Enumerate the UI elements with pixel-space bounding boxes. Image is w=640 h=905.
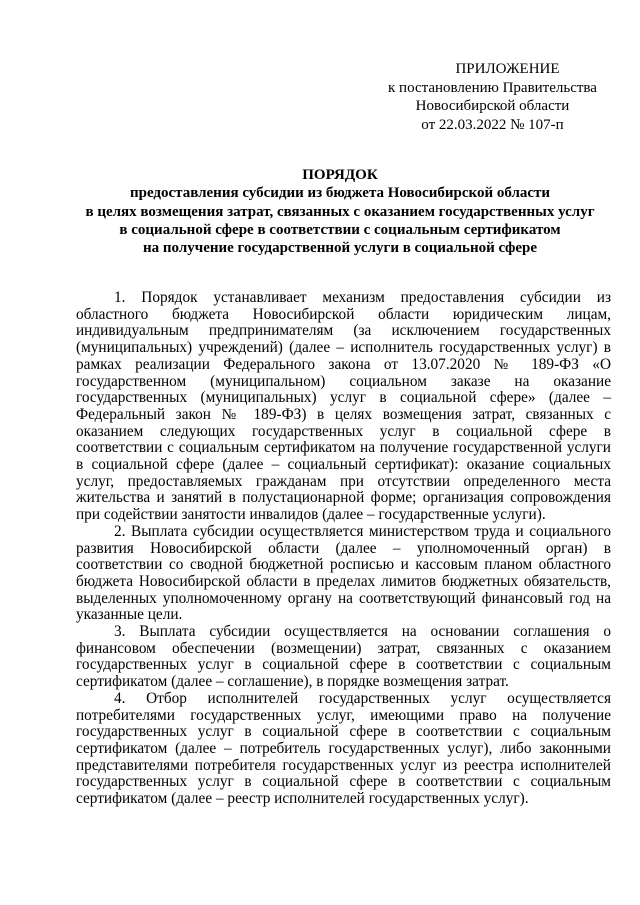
title-line-1: предоставления субсидии из бюджета Новосибирской области: [129, 185, 551, 202]
document-title: [60, 166, 620, 257]
appendix-region: Новосибирской области: [415, 98, 570, 114]
appendix-decree-ref: к постановлению Правительства: [388, 79, 597, 96]
document-body: [76, 290, 611, 808]
appendix-block: [380, 60, 605, 134]
paragraph-1: 1. Порядок устанавливает механизм предоставления субсидии из областного бюджета Новосибирской области юридическим лицам, индивидуальным предпринимателям (за исключением государственных (муниципальных) учреждений) (далее – исполнитель государственных услуг) в рамках реализации Федерального закона от 13.07.2020 № 189-ФЗ «О государственном (муниципальном) социальном заказе на оказание государственных (муниципальных) услуг в социальной сфере» (далее – Федеральный закон № 189-ФЗ) в целях возмещения затрат, связанных с оказанием следующих государственных услуг в социальной сфере в соответствии с социальным сертификатом на получение государственной услуги в социальной сфере (далее – социальный сертификат): оказание социальных услуг, предоставляемых гражданам при отсутствии определенного места жительства и занятий в полустационарной форме; организация сопровождения при содействии занятости инвалидов (далее – государственные услуги).: [76, 289, 611, 524]
title-line-4: на получение государственной услуги в социальной сфере: [142, 240, 538, 257]
title-line-2: в целях возмещения затрат, связанных с оказанием государственных услуг: [85, 203, 595, 220]
appendix-date-number: от 22.03.2022 № 107-п: [421, 116, 564, 133]
paragraph-4: 4. Отбор исполнителей государственных услуг осуществляется потребителями государственных услуг, имеющими право на получение государственных услуг в социальной сфере в соответствии с социальным сертификатом (далее – потребитель государственных услуг), либо законными представителями потребителя государственных услуг из реестра исполнителей государственных услуг в социальной сфере в соответствии с социальным сертификатом (далее – реестр исполнителей государственных услуг).: [76, 689, 611, 808]
paragraph-3: 3. Выплата субсидии осуществляется на основании соглашения о финансовом обеспечении (возмещении) затрат, связанных с оказанием государственных услуг в социальной сфере в соответствии с социальным сертификатом (далее – соглашение), в порядке возмещения затрат.: [76, 623, 611, 691]
paragraph-2: 2. Выплата субсидии осуществляется министерством труда и социального развития Новосибирской области (далее – уполномоченный орган) в соответствии со сводной бюджетной росписью и кассовым планом областного бюджета Новосибирской области в пределах лимитов бюджетных обязательств, выделенных уполномоченному органу на соответствующий финансовый год на указанные цели.: [76, 522, 611, 624]
title-line-3: в социальной сфере в соответствии с социальным сертификатом: [119, 221, 561, 238]
appendix-label: ПРИЛОЖЕНИЕ: [455, 61, 560, 77]
title-heading: ПОРЯДОК: [302, 167, 378, 183]
